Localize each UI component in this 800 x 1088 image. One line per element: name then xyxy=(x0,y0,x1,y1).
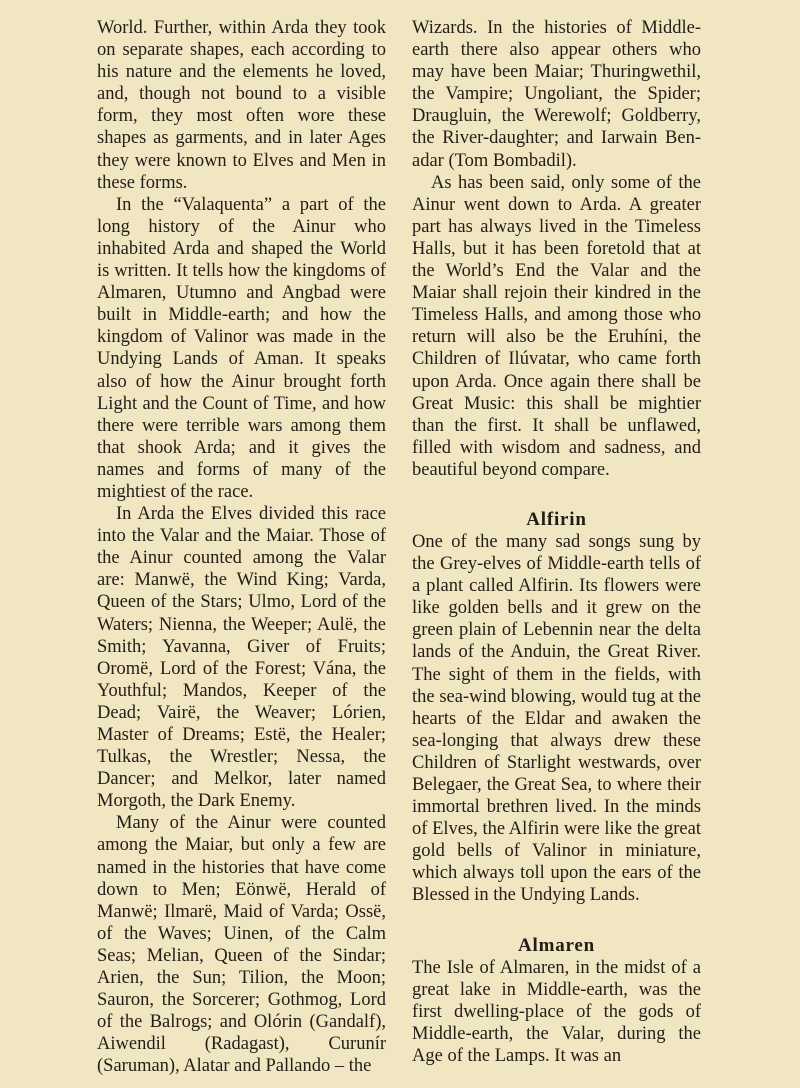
paragraph: The Isle of Almaren, in the midst of a great lake in Middle-earth, was the first dwelling-place of the gods of Middle-earth, the Valar, during the Age of the Lamps. It was an xyxy=(412,957,701,1066)
right-column xyxy=(412,17,701,1088)
paragraph: Many of the Ainur were counted among the Maiar, but only a few are named in the histories that have come down to Men; Eönwë, Herald of Manwë; Ilmarë, Maid of Varda; Ossë, of the Waves; Uinen, of the Calm Seas; Melian, Queen of the Sindar; Arien, the Sun; Tilion, the Moon; Sauron, the Sorcerer; Gothmog, Lord of the Balrogs; and Olórin (Gandalf), Aiwendil (Radagast), Curunír (Saruman), Alatar and Pallando – the xyxy=(97,813,386,1077)
paragraph: Wizards. In the histories of Middle-earth there also appear others who may have been Maiar; Thuringwethil, the Vampire; Ungoliant, the Spider; Draugluin, the Werewolf; Goldberry, the River-daughter; and Iarwain Ben-adar (Tom Bombadil). xyxy=(412,18,701,171)
left-column xyxy=(97,17,386,1088)
section-heading-almaren: Almaren xyxy=(517,934,596,956)
paragraph: As has been said, only some of the Ainur went down to Arda. A greater part has always lived in the Timeless Halls, but it has been foretold that at the World’s End the Valar and the Maiar shall rejoin their kindred in the Timeless Halls, and among those who return will also be the Eruhíni, the Children of Ilúvatar, who came forth upon Arda. Once again there shall be Great Music: this shall be mightier than the first. It shall be unflawed, filled with wisdom and sadness, and beautiful beyond compare. xyxy=(412,172,701,480)
paragraph: In Arda the Elves divided this race into the Valar and the Maiar. Those of the Ainur counted among the Valar are: Manwë, the Wind King; Varda, Queen of the Stars; Ulmo, Lord of the Waters; Nienna, the Weeper; Aulë, the Smith; Yavanna, Giver of Fruits; Oromë, Lord of the Forest; Vána, the Youthful; Mandos, Keeper of the Dead; Vairë, the Weaver; Lórien, Master of Dreams; Estë, the Healer; Tulkas, the Wrestler; Nessa, the Dancer; and Melkor, later named Morgoth, the Dark Enemy. xyxy=(97,504,386,812)
paragraph: In the “Valaquenta” a part of the long history of the Ainur who inhabited Arda and shaped the World is written. It tells how the kingdoms of Almaren, Utumno and Angbad were built in Middle-earth; and how the kingdom of Valinor was made in the Undying Lands of Aman. It speaks also of how the Ainur brought forth Light and the Count of Time, and how there were terrible wars among them that shook Arda; and it gives the names and forms of many of the mightiest of the race. xyxy=(97,194,386,502)
paragraph: World. Further, within Arda they took on separate shapes, each according to his nature and the elements he loved, and, though not bound to a visible form, they most often wore these shapes as garments, and in later Ages they were known to Elves and Men in these forms. xyxy=(97,18,386,193)
paragraph: One of the many sad songs sung by the Grey-elves of Middle-earth tells of a plant called Alfirin. Its flowers were like golden bells and it grew on the green plain of Lebennin near the delta lands of the Anduin, the Great River. The sight of them in the fields, with the sea-wind blowing, would tug at the hearts of the Eldar and awaken the sea-longing that always drew these Children of Starlight westwards, over Belegaer, the Great Sea, to where their immortal brethren lived. In the minds of Elves, the Alfirin were like the great gold bells of Valinor in miniature, which always toll upon the ears of the Blessed in the Undying Lands. xyxy=(412,531,701,906)
section-heading-alfirin: Alfirin xyxy=(526,508,587,530)
